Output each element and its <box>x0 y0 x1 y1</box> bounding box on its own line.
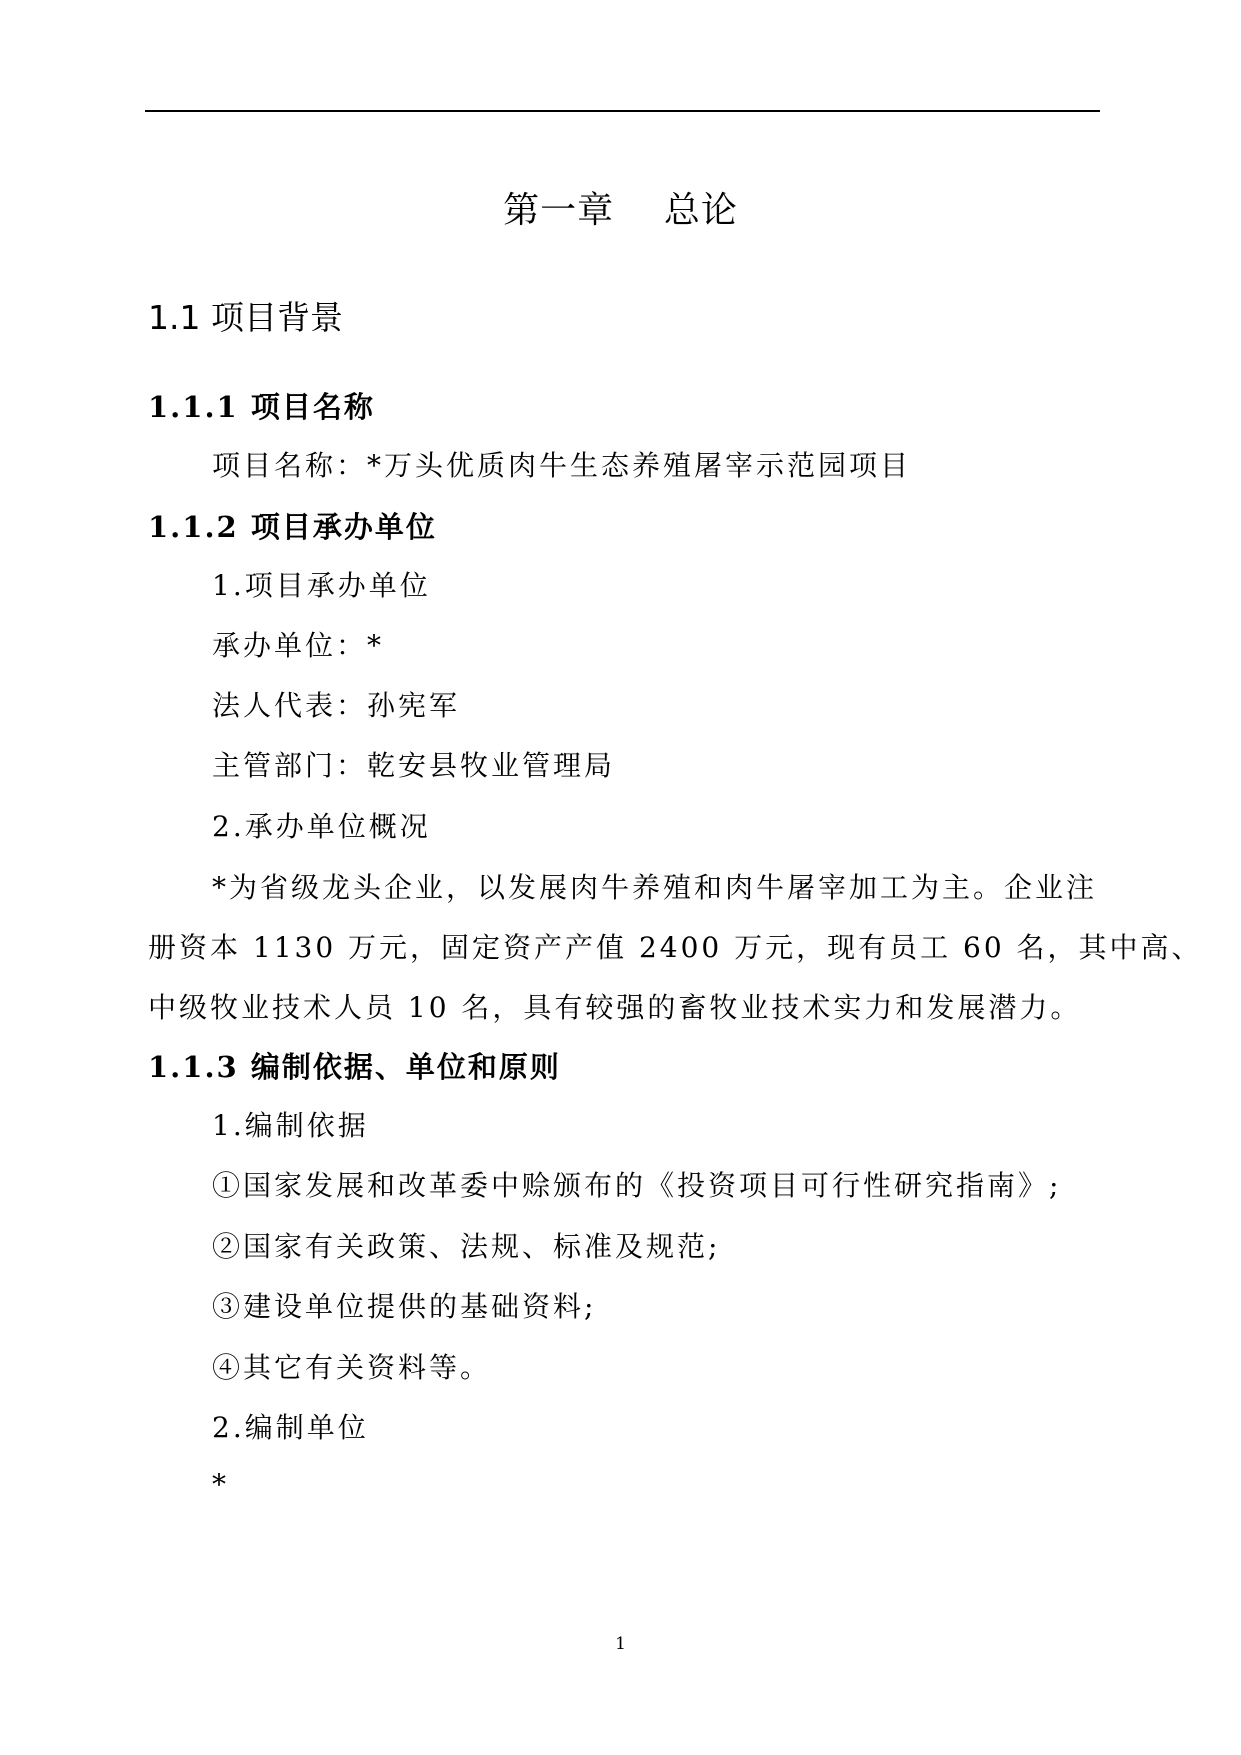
basis-item-2: ②国家有关政策、法规、标准及规范; <box>212 1230 721 1263</box>
project-name-line: 项目名称：*万头优质肉牛生态养殖屠宰示范园项目 <box>212 449 912 482</box>
header-rule <box>145 110 1100 112</box>
compiling-unit-line: * <box>212 1468 229 1501</box>
subsection-heading-1-1-2: 1.1.2 项目承办单位 <box>148 510 437 544</box>
list-item-unit-overview: 2.承办单位概况 <box>212 810 431 843</box>
overview-paragraph-line-2: 册资本 1130 万元，固定资产产值 2400 万元，现有员工 60 名，其中高、 <box>148 931 1203 964</box>
competent-dept-line: 主管部门：乾安县牧业管理局 <box>212 749 616 782</box>
basis-item-4: ④其它有关资料等。 <box>212 1351 492 1384</box>
list-item-undertaking-unit: 1.项目承办单位 <box>212 569 431 602</box>
overview-paragraph-line-1: *为省级龙头企业，以发展肉牛养殖和肉牛屠宰加工为主。企业注 <box>212 871 1098 904</box>
overview-paragraph-line-3: 中级牧业技术人员 10 名，具有较强的畜牧业技术实力和发展潜力。 <box>148 991 1082 1024</box>
list-item-compiling-unit: 2.编制单位 <box>212 1411 369 1444</box>
basis-item-1: ①国家发展和改革委中赊颁布的《投资项目可行性研究指南》; <box>212 1169 1062 1202</box>
section-title: 1.1 项目背景 <box>148 298 343 337</box>
basis-item-3: ③建设单位提供的基础资料; <box>212 1290 597 1323</box>
subsection-heading-1-1-1: 1.1.1 项目名称 <box>148 390 375 424</box>
page-number: 1 <box>615 1634 626 1654</box>
list-item-basis: 1.编制依据 <box>212 1109 369 1142</box>
chapter-title: 第一章 总论 <box>503 190 738 231</box>
legal-rep-line: 法人代表：孙宪军 <box>212 689 461 722</box>
subsection-heading-1-1-3: 1.1.3 编制依据、单位和原则 <box>148 1050 561 1084</box>
undertaking-unit-line: 承办单位：* <box>212 629 385 662</box>
